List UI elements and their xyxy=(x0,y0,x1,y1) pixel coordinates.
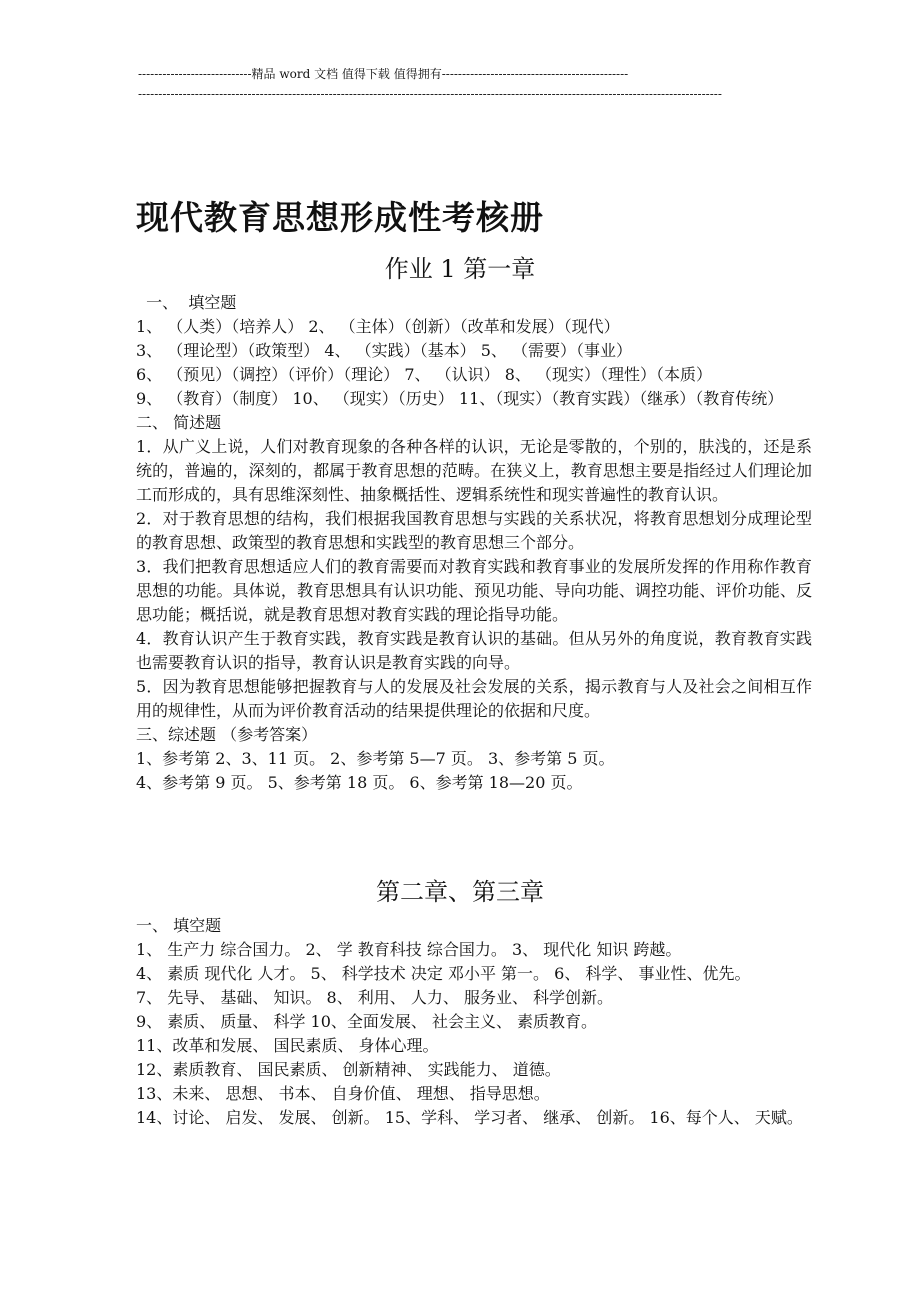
answer-line: 4、 素质 现代化 人才。 5、 科学技术 决定 邓小平 第一。 6、 科学、 事业性、优先。 xyxy=(136,964,751,983)
page-header-line: ----------------------------精品 word 文档 值得下载 值得拥有---------------------------------------------- xyxy=(138,67,629,81)
document-title: 现代教育思想形成性考核册 xyxy=(136,198,544,237)
chapter-2-3-body xyxy=(136,914,812,1130)
answer-paragraph: 2．对于教育思想的结构，我们根据我国教育思想与实践的关系状况，将教育思想划分成理论型的教育思想、政策型的教育思想和实践型的教育思想三个部分。 xyxy=(136,509,812,552)
answer-line: 4、参考第 9 页。 5、参考第 18 页。 6、参考第 18—20 页。 xyxy=(136,773,583,792)
answer-line: 13、未来、 思想、 书本、 自身价值、 理想、 指导思想。 xyxy=(136,1084,550,1103)
chapter-2-3-heading: 第二章、第三章 xyxy=(376,878,544,906)
section-heading: 二、 简述题 xyxy=(136,413,222,432)
section-heading: 三、综述题 （参考答案） xyxy=(136,725,318,744)
answer-line: 3、 （理论型）（政策型） 4、 （实践）（基本） 5、 （需要）（事业） xyxy=(136,341,632,360)
answer-paragraph: 5．因为教育思想能够把握教育与人的发展及社会发展的关系，揭示教育与人及社会之间相互作用的规律性，从而为评价教育活动的结果提供理论的依据和尺度。 xyxy=(136,677,812,720)
chapter-1-heading: 作业 1 第一章 xyxy=(384,255,536,283)
answer-paragraph: 3．我们把教育思想适应人们的教育需要而对教育实践和教育事业的发展所发挥的作用称作教育思想的功能。具体说，教育思想具有认识功能、预见功能、导向功能、调控功能、评价功能、反思功能；概括说，就是教育思想对教育实践的理论指导功能。 xyxy=(136,557,812,624)
answer-line: 9、 （教育）（制度） 10、 （现实）（历史） 11、（现实）（教育实践）（继承）（教育传统） xyxy=(136,389,784,408)
answer-line: 14、讨论、 启发、 发展、 创新。 15、学科、 学习者、 继承、 创新。 16、每个人、 天赋。 xyxy=(136,1108,803,1127)
section-heading: 一、 填空题 xyxy=(136,293,237,312)
answer-paragraph: 1．从广义上说，人们对教育现象的各种各样的认识，无论是零散的，个别的，肤浅的，还是系统的，普遍的，深刻的，都属于教育思想的范畴。在狭义上，教育思想主要是指经过人们理论加工而形成的，具有思维深刻性、抽象概括性、逻辑系统性和现实普遍性的教育认识。 xyxy=(136,437,812,504)
answer-line: 12、素质教育、 国民素质、 创新精神、 实践能力、 道德。 xyxy=(136,1060,561,1079)
answer-line: 7、 先导、 基础、 知识。 8、 利用、 人力、 服务业、 科学创新。 xyxy=(136,988,614,1007)
answer-line: 1、 生产力 综合国力。 2、 学 教育科技 综合国力。 3、 现代化 知识 跨越。 xyxy=(136,940,682,959)
answer-line: 11、改革和发展、 国民素质、 身体心理。 xyxy=(136,1036,439,1055)
answer-line: 9、 素质、 质量、 科学 10、全面发展、 社会主义、 素质教育。 xyxy=(136,1012,598,1031)
answer-line: 1、参考第 2、3、11 页。 2、参考第 5—7 页。 3、参考第 5 页。 xyxy=(136,749,615,768)
section-heading: 一、 填空题 xyxy=(136,916,222,935)
answer-line: 1、 （人类）（培养人） 2、 （主体）（创新）（改革和发展）（现代） xyxy=(136,317,620,336)
chapter-1-body xyxy=(136,291,812,795)
answer-paragraph: 4．教育认识产生于教育实践，教育实践是教育认识的基础。但从另外的角度说，教育教育实践也需要教育认识的指导，教育认识是教育实践的向导。 xyxy=(136,629,812,672)
page-header-divider: ------------------------------------------------------------------------------------------------------------------------------------------------ xyxy=(138,87,722,101)
answer-line: 6、 （预见）（调控）（评价）（理论） 7、 （认识） 8、 （现实）（理性）（本质） xyxy=(136,365,712,384)
